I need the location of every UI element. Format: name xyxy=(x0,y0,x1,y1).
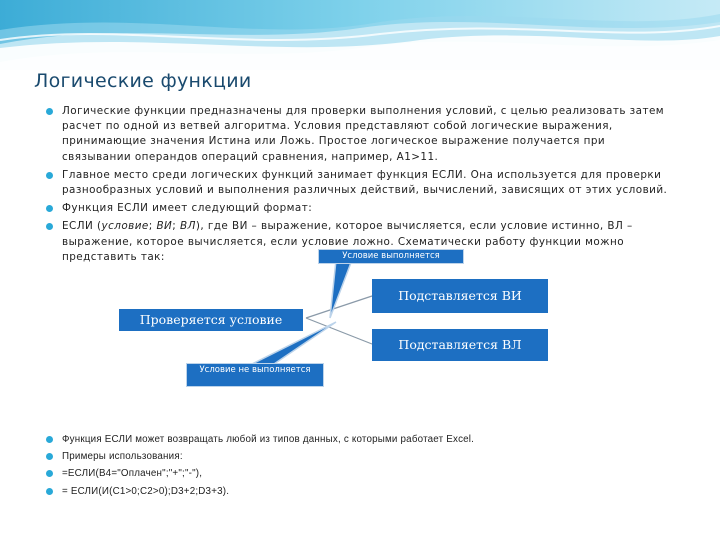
callout-condition-false: Условие не выполняется xyxy=(186,363,324,387)
bullet-icon xyxy=(46,436,53,443)
if-arg-false: ВЛ xyxy=(180,220,196,233)
callout-condition-true: Условие выполняется xyxy=(318,249,464,264)
if-format-sep: ; xyxy=(172,220,180,233)
bullet-text: Функция ЕСЛИ может возвращать любой из типов данных, с которыми работает Excel. xyxy=(62,434,475,445)
true-branch-box: Подставляется ВИ xyxy=(372,279,548,313)
bullet-text: Логические функции предназначены для проверки выполнения условий, с целью реализовать затем расчет по одной из ветвей алгоритма. Условия представляют собой логические выражения, принимающие значения Истина или Ложь. Простое логическое выражение получается при связывании операндов операций сравнения, например, А1>11. xyxy=(62,105,665,163)
list-item xyxy=(46,466,676,481)
bullet-text: Примеры использования: xyxy=(62,451,183,463)
bullet-icon xyxy=(46,488,53,495)
bullet-text: = ЕСЛИ(И(C1>0;C2>0);D3+2;D3+3). xyxy=(62,485,230,497)
condition-box: Проверяется условие xyxy=(119,309,303,331)
bullet-text: Главное место среди логических функций занимает функция ЕСЛИ. Она используется для проверки разнообразных условий и выполнения различных действий, вычислений, зависящих от этих условий. xyxy=(62,168,668,197)
branch-line-false xyxy=(306,318,372,344)
bullet-text: =ЕСЛИ(В4="Оплачен";"+";"-"), xyxy=(62,468,203,480)
page-title: Логические функции xyxy=(34,70,252,92)
list-item xyxy=(46,484,676,499)
callout-pointer-true xyxy=(330,260,352,318)
if-arg-condition: условие xyxy=(101,220,149,233)
branch-line-true xyxy=(306,296,372,318)
if-format-suffix: ), где ВИ – выражение, которое вычисляется, если условие истинно, ВЛ – выражение, которое вычисляется, если условие ложно. Схематически работу функции можно представить так: xyxy=(62,220,633,263)
bullet-icon xyxy=(46,470,53,477)
list-item xyxy=(46,449,676,464)
if-format-sep: ; xyxy=(148,220,157,233)
list-item xyxy=(46,432,676,447)
if-format-prefix: ЕСЛИ ( xyxy=(62,220,102,233)
if-arg-true: ВИ xyxy=(156,220,173,233)
bullet-icon xyxy=(46,453,53,460)
bullet-text: Функция ЕСЛИ имеет следующий формат: xyxy=(62,202,313,215)
bullet-list-examples xyxy=(46,432,676,501)
false-branch-box: Подставляется ВЛ xyxy=(372,329,548,361)
